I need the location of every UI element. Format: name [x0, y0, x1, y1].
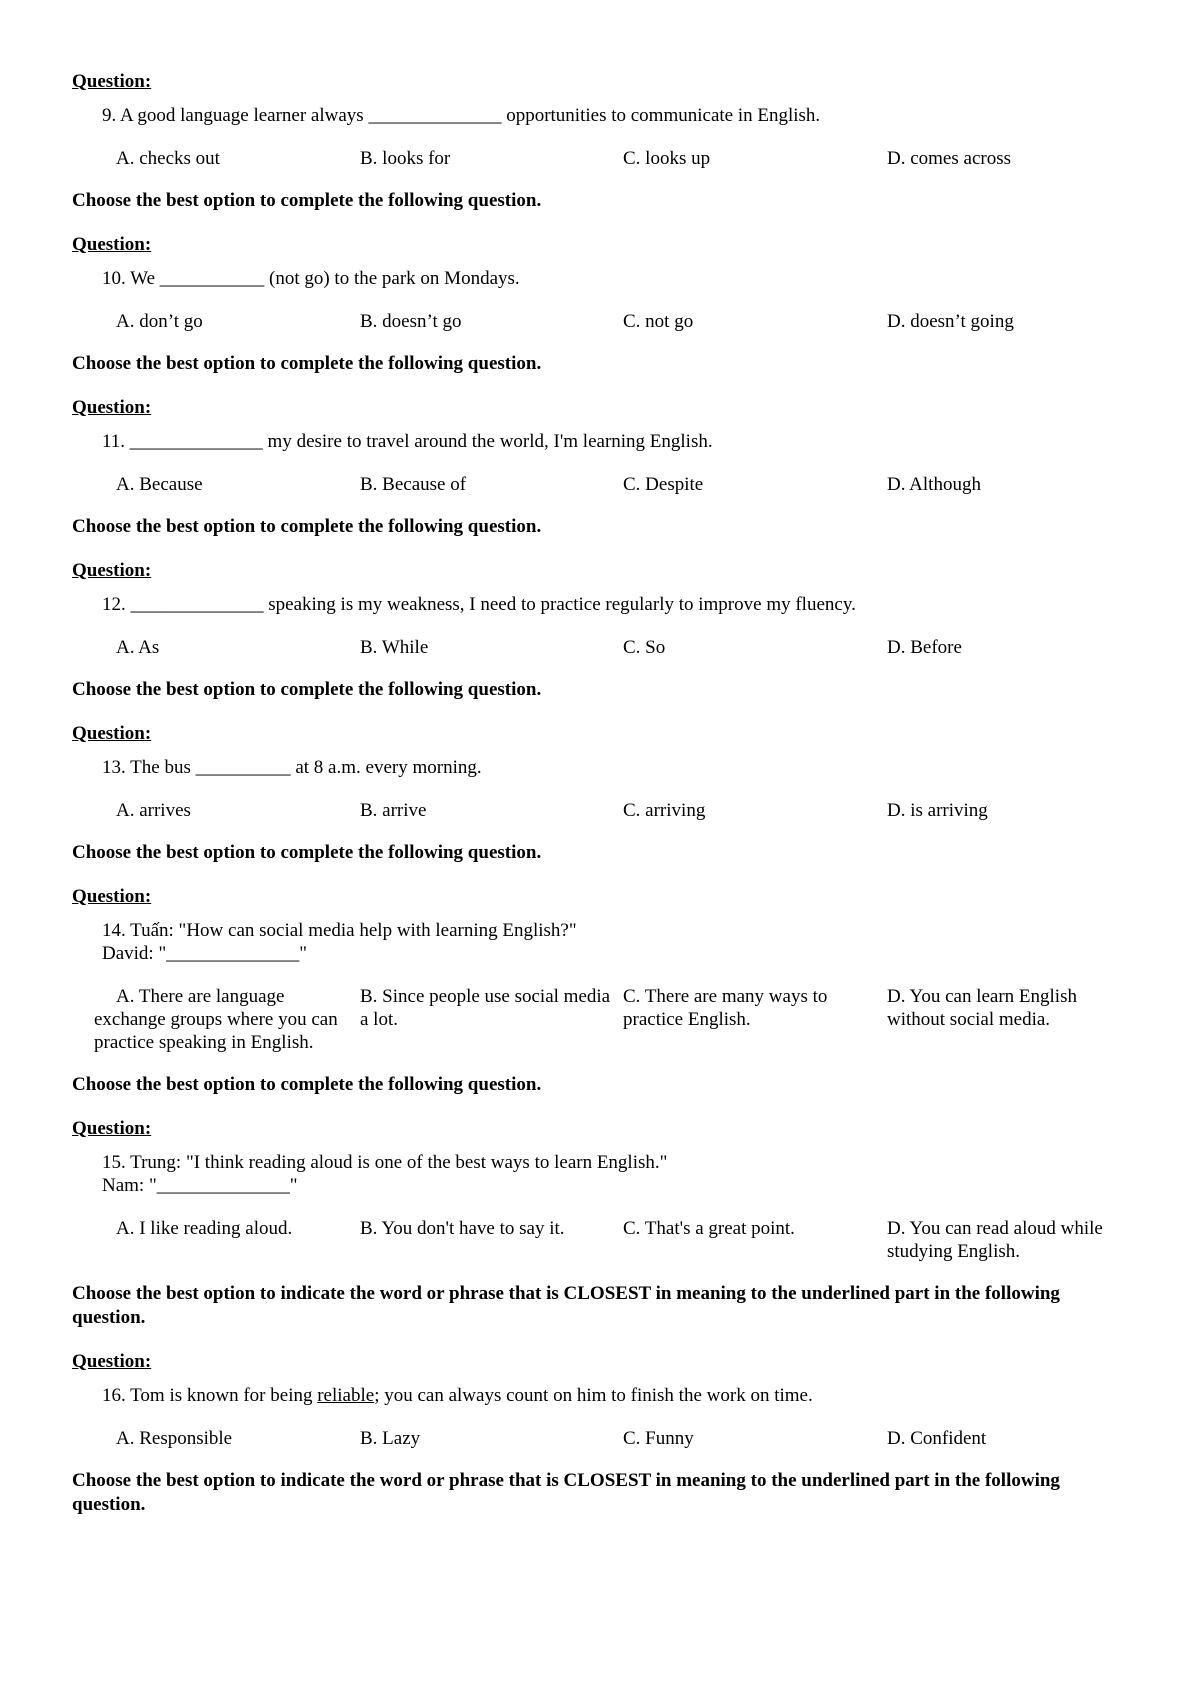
instruction: Choose the best option to complete the following question.	[72, 516, 542, 537]
option-c[interactable]: C. looks up	[623, 148, 711, 169]
option-c[interactable]: C. So	[623, 637, 666, 658]
option-a[interactable]: A. As	[116, 637, 160, 658]
question-line: 13. The bus __________ at 8 a.m. every morning.	[102, 757, 482, 778]
option-a[interactable]: A. Responsible	[116, 1428, 233, 1449]
option-b[interactable]: B. Lazy	[360, 1428, 421, 1449]
option-c[interactable]: C. Despite	[623, 474, 704, 495]
option-d[interactable]: D. Confident	[887, 1428, 987, 1449]
option-b[interactable]: B. looks for	[360, 148, 451, 169]
option-b[interactable]: B. doesn’t go	[360, 311, 462, 332]
question-text-before: 16. Tom is known for being	[102, 1385, 318, 1406]
question-label: Question:	[72, 1351, 152, 1372]
options-row	[72, 147, 1132, 170]
options-row	[72, 1217, 1132, 1263]
option-a[interactable]: A. checks out	[116, 148, 220, 169]
question-block-9	[72, 70, 1132, 170]
option-c[interactable]: C. That's a great point.	[623, 1218, 795, 1239]
option-d[interactable]: D. comes across	[887, 148, 1011, 169]
options-row	[72, 985, 1132, 1054]
question-line: 9. A good language learner always ______________ opportunities to communicate in English.	[102, 105, 821, 126]
option-a[interactable]: A. Because	[116, 474, 203, 495]
question-label: Question:	[72, 397, 152, 418]
option-b[interactable]: B. arrive	[360, 800, 427, 821]
question-line: 10. We ___________ (not go) to the park on Mondays.	[102, 268, 520, 289]
instruction: Choose the best option to complete the following question.	[72, 353, 542, 374]
question-text-after: ; you can always count on him to finish the work on time.	[374, 1385, 813, 1406]
question-text	[102, 104, 1132, 127]
question-block-12	[72, 515, 1132, 659]
question-text	[102, 267, 1132, 290]
question-text	[102, 593, 1132, 616]
option-c[interactable]: C. arriving	[623, 800, 706, 821]
question-label: Question:	[72, 560, 152, 581]
question-label: Question:	[72, 1118, 152, 1139]
question-block-15	[72, 1073, 1132, 1263]
question-block-14	[72, 841, 1132, 1054]
underlined-word: reliable	[317, 1385, 375, 1406]
option-d[interactable]: D. doesn’t going	[887, 311, 1014, 332]
question-label: Question:	[72, 723, 152, 744]
option-a[interactable]: A. arrives	[116, 800, 191, 821]
question-line: 11. ______________ my desire to travel around the world, I'm learning English.	[102, 431, 713, 452]
option-d[interactable]: D. is arriving	[887, 800, 988, 821]
question-text	[102, 919, 1132, 965]
question-text	[102, 1384, 1132, 1407]
option-b[interactable]: B. You don't have to say it.	[360, 1218, 565, 1239]
option-d[interactable]: D. Before	[887, 637, 962, 658]
instruction: Choose the best option to complete the following question.	[72, 679, 542, 700]
instruction: Choose the best option to complete the following question.	[72, 842, 542, 863]
options-row	[72, 799, 1132, 822]
question-block-11	[72, 352, 1132, 496]
question-line: 12. ______________ speaking is my weakness, I need to practice regularly to improve my fluency.	[102, 594, 856, 615]
options-row	[72, 473, 1132, 496]
option-c[interactable]: C. Funny	[623, 1428, 694, 1449]
option-c[interactable]: C. There are many ways to practice English.	[623, 986, 828, 1030]
question-block-16	[72, 1282, 1132, 1450]
question-label: Question:	[72, 234, 152, 255]
option-a[interactable]: A. There are language exchange groups where you can practice speaking in English.	[94, 986, 338, 1053]
question-text	[102, 430, 1132, 453]
trailing-instruction: Choose the best option to indicate the word or phrase that is CLOSEST in meaning to the underlined part in the following question.	[72, 1470, 1060, 1515]
option-a[interactable]: A. don’t go	[116, 311, 203, 332]
question-line: David: "______________"	[102, 943, 307, 964]
option-d[interactable]: D. You can read aloud while studying English.	[887, 1218, 1103, 1262]
question-label: Question:	[72, 886, 152, 907]
exam-page	[72, 70, 1132, 1537]
question-line: Nam: "______________"	[102, 1175, 298, 1196]
instruction: Choose the best option to indicate the word or phrase that is CLOSEST in meaning to the underlined part in the following question.	[72, 1283, 1060, 1328]
question-line: 14. Tuấn: "How can social media help with learning English?"	[102, 920, 577, 941]
options-row	[72, 636, 1132, 659]
options-row	[72, 310, 1132, 333]
options-row	[72, 1427, 1132, 1450]
option-b[interactable]: B. Because of	[360, 474, 467, 495]
instruction: Choose the best option to complete the following question.	[72, 1074, 542, 1095]
question-line: 15. Trung: "I think reading aloud is one of the best ways to learn English."	[102, 1152, 668, 1173]
option-c[interactable]: C. not go	[623, 311, 694, 332]
question-text	[102, 1151, 1132, 1197]
option-a[interactable]: A. I like reading aloud.	[116, 1218, 293, 1239]
option-b[interactable]: B. Since people use social media a lot.	[360, 986, 611, 1030]
question-block-10	[72, 189, 1132, 333]
question-label: Question:	[72, 71, 152, 92]
option-b[interactable]: B. While	[360, 637, 429, 658]
option-d[interactable]: D. You can learn English without social media.	[887, 986, 1077, 1030]
instruction: Choose the best option to complete the following question.	[72, 190, 542, 211]
question-text	[102, 756, 1132, 779]
option-d[interactable]: D. Although	[887, 474, 981, 495]
question-block-13	[72, 678, 1132, 822]
